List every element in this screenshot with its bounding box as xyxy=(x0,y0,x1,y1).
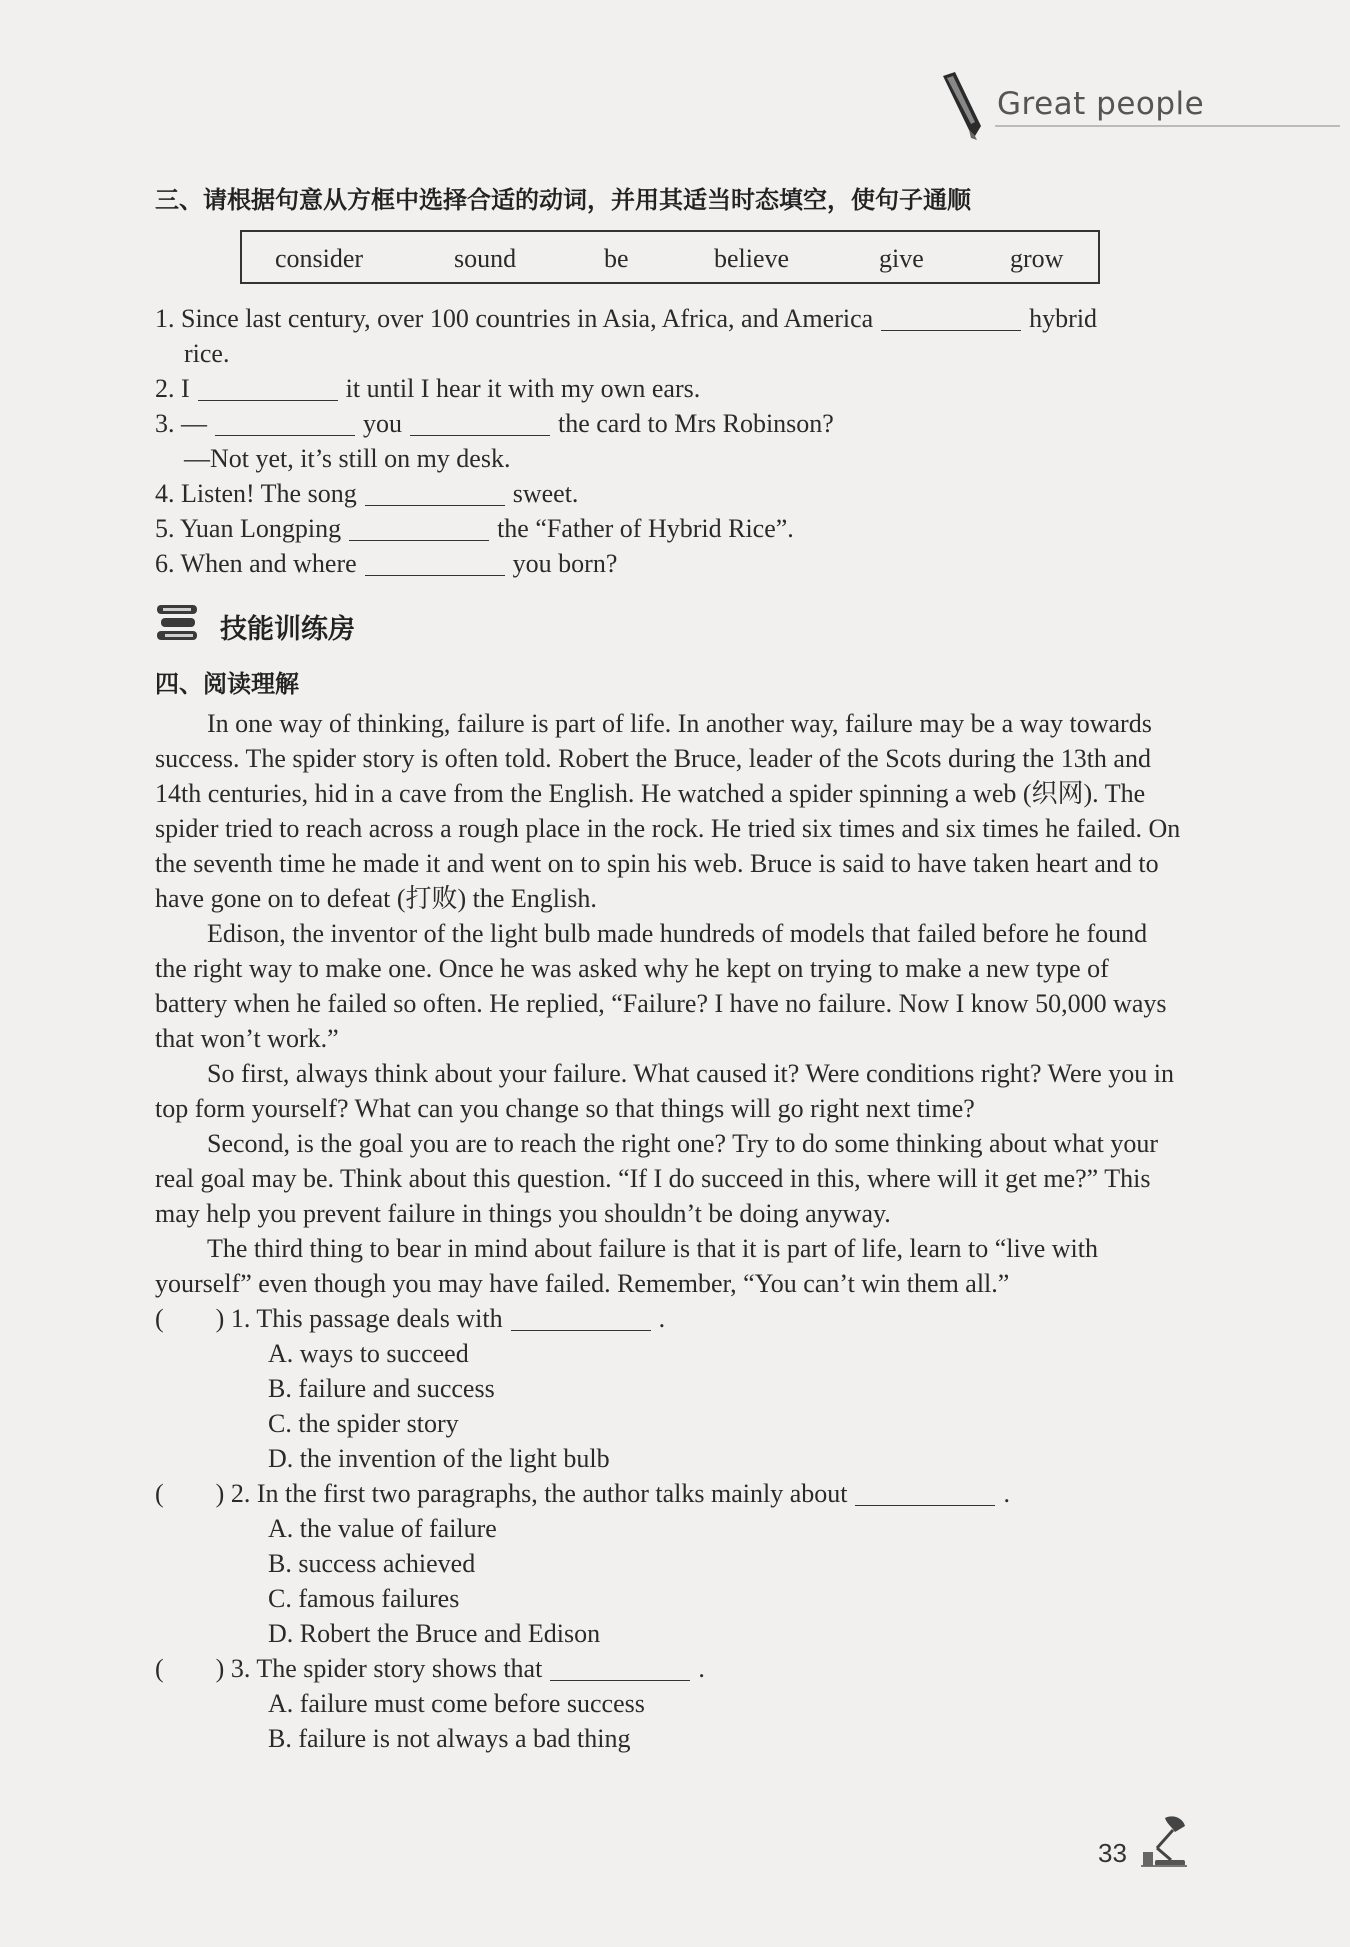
answer-blank[interactable] xyxy=(198,376,338,401)
word-believe: believe xyxy=(714,244,790,273)
question-2: ( ) 2. In the first two paragraphs, the author talks mainly about . xyxy=(155,1479,1010,1508)
answer-blank[interactable] xyxy=(215,411,355,436)
section4-heading: 四、阅读理解 xyxy=(155,670,299,698)
answer-blank[interactable] xyxy=(365,481,505,506)
q2-option-a[interactable]: A. the value of failure xyxy=(268,1514,497,1543)
fill-item-3: 3. — you the card to Mrs Robinson? xyxy=(155,409,834,438)
pen-icon xyxy=(935,70,985,140)
q3-option-b[interactable]: B. failure is not always a bad thing xyxy=(268,1724,631,1753)
answer-paren[interactable]: ( xyxy=(155,1304,164,1333)
answer-blank[interactable] xyxy=(410,411,550,436)
answer-blank[interactable] xyxy=(365,551,505,576)
word-be: be xyxy=(604,244,629,273)
answer-blank[interactable] xyxy=(881,306,1021,331)
books-icon xyxy=(155,603,199,643)
fill-item-5: 5. Yuan Longping the “Father of Hybrid Rice”. xyxy=(155,514,794,543)
word-box xyxy=(240,230,1100,284)
q1-option-c[interactable]: C. the spider story xyxy=(268,1409,459,1438)
question-3: ( ) 3. The spider story shows that . xyxy=(155,1654,705,1683)
answer-blank[interactable] xyxy=(349,516,489,541)
question-1: ( ) 1. This passage deals with . xyxy=(155,1304,666,1333)
q1-option-b[interactable]: B. failure and success xyxy=(268,1374,495,1403)
answer-paren[interactable]: ( xyxy=(155,1654,164,1683)
word-give: give xyxy=(879,244,924,273)
answer-blank xyxy=(855,1481,995,1506)
word-grow: grow xyxy=(1010,244,1064,273)
fill-item-2: 2. I it until I hear it with my own ears. xyxy=(155,374,701,403)
q2-option-c[interactable]: C. famous failures xyxy=(268,1584,460,1613)
skills-title: 技能训练房 xyxy=(220,614,355,645)
answer-blank xyxy=(550,1656,690,1681)
desk-lamp-icon xyxy=(1135,1810,1195,1870)
reading-paragraph-1: In one way of thinking, failure is part of life. In another way, failure may be a way towards success. The spider story is often told. Robert the Bruce, leader of the Scots during the 13th and 14th centuries, hid in a cave from the English. He watched a spider spinning a web (织网). The spider tried to reach across a rough place in the rock. He tried six times and six times he failed. On the seventh time he made it and went on to spin his web. Bruce is said to have taken heart and to have gone on to defeat (打败) the English. xyxy=(155,709,1181,913)
fill-item-3-reply: —Not yet, it’s still on my desk. xyxy=(184,444,511,473)
q1-option-a[interactable]: A. ways to succeed xyxy=(268,1339,469,1368)
word-consider: consider xyxy=(275,244,364,273)
fill-item-1-cont: rice. xyxy=(184,339,230,368)
answer-blank xyxy=(511,1306,651,1331)
answer-paren[interactable]: ( xyxy=(155,1479,164,1508)
reading-paragraph-4: Second, is the goal you are to reach the right one? Try to do some thinking about what your real goal may be. Think about this question. “If I do succeed in this, where will it get me?” This may help you prevent failure in things you shouldn’t be doing anyway. xyxy=(155,1129,1158,1228)
q2-option-d[interactable]: D. Robert the Bruce and Edison xyxy=(268,1619,601,1648)
reading-paragraph-5: The third thing to bear in mind about failure is that it is part of life, learn to “live with yourself” even though you may have failed. Remember, “You can’t win them all.” xyxy=(155,1234,1098,1298)
reading-paragraph-3: So first, always think about your failure. What caused it? Were conditions right? Were you in top form yourself? What can you change so that things will go right next time? xyxy=(155,1059,1174,1123)
header-rule xyxy=(995,125,1340,127)
page-header xyxy=(935,70,1340,140)
q2-option-b[interactable]: B. success achieved xyxy=(268,1549,476,1578)
section3-heading: 三、请根据句意从方框中选择合适的动词，并用其适当时态填空，使句子通顺 xyxy=(155,186,971,214)
q1-option-d[interactable]: D. the invention of the light bulb xyxy=(268,1444,610,1473)
word-sound: sound xyxy=(454,244,517,273)
fill-item-1: 1. Since last century, over 100 countries in Asia, Africa, and America hybrid xyxy=(155,304,1098,333)
unit-title: Great people xyxy=(997,86,1205,122)
fill-item-6: 6. When and where you born? xyxy=(155,549,618,578)
page-number: 33 xyxy=(1098,1838,1127,1868)
fill-item-4: 4. Listen! The song sweet. xyxy=(155,479,579,508)
q3-option-a[interactable]: A. failure must come before success xyxy=(268,1689,645,1718)
reading-paragraph-2: Edison, the inventor of the light bulb made hundreds of models that failed before he found the right way to make one. Once he was asked why he kept on trying to make a new type of battery when he failed so often. He replied, “Failure? I have no failure. Now I know 50,000 ways that won’t work.” xyxy=(155,919,1167,1053)
